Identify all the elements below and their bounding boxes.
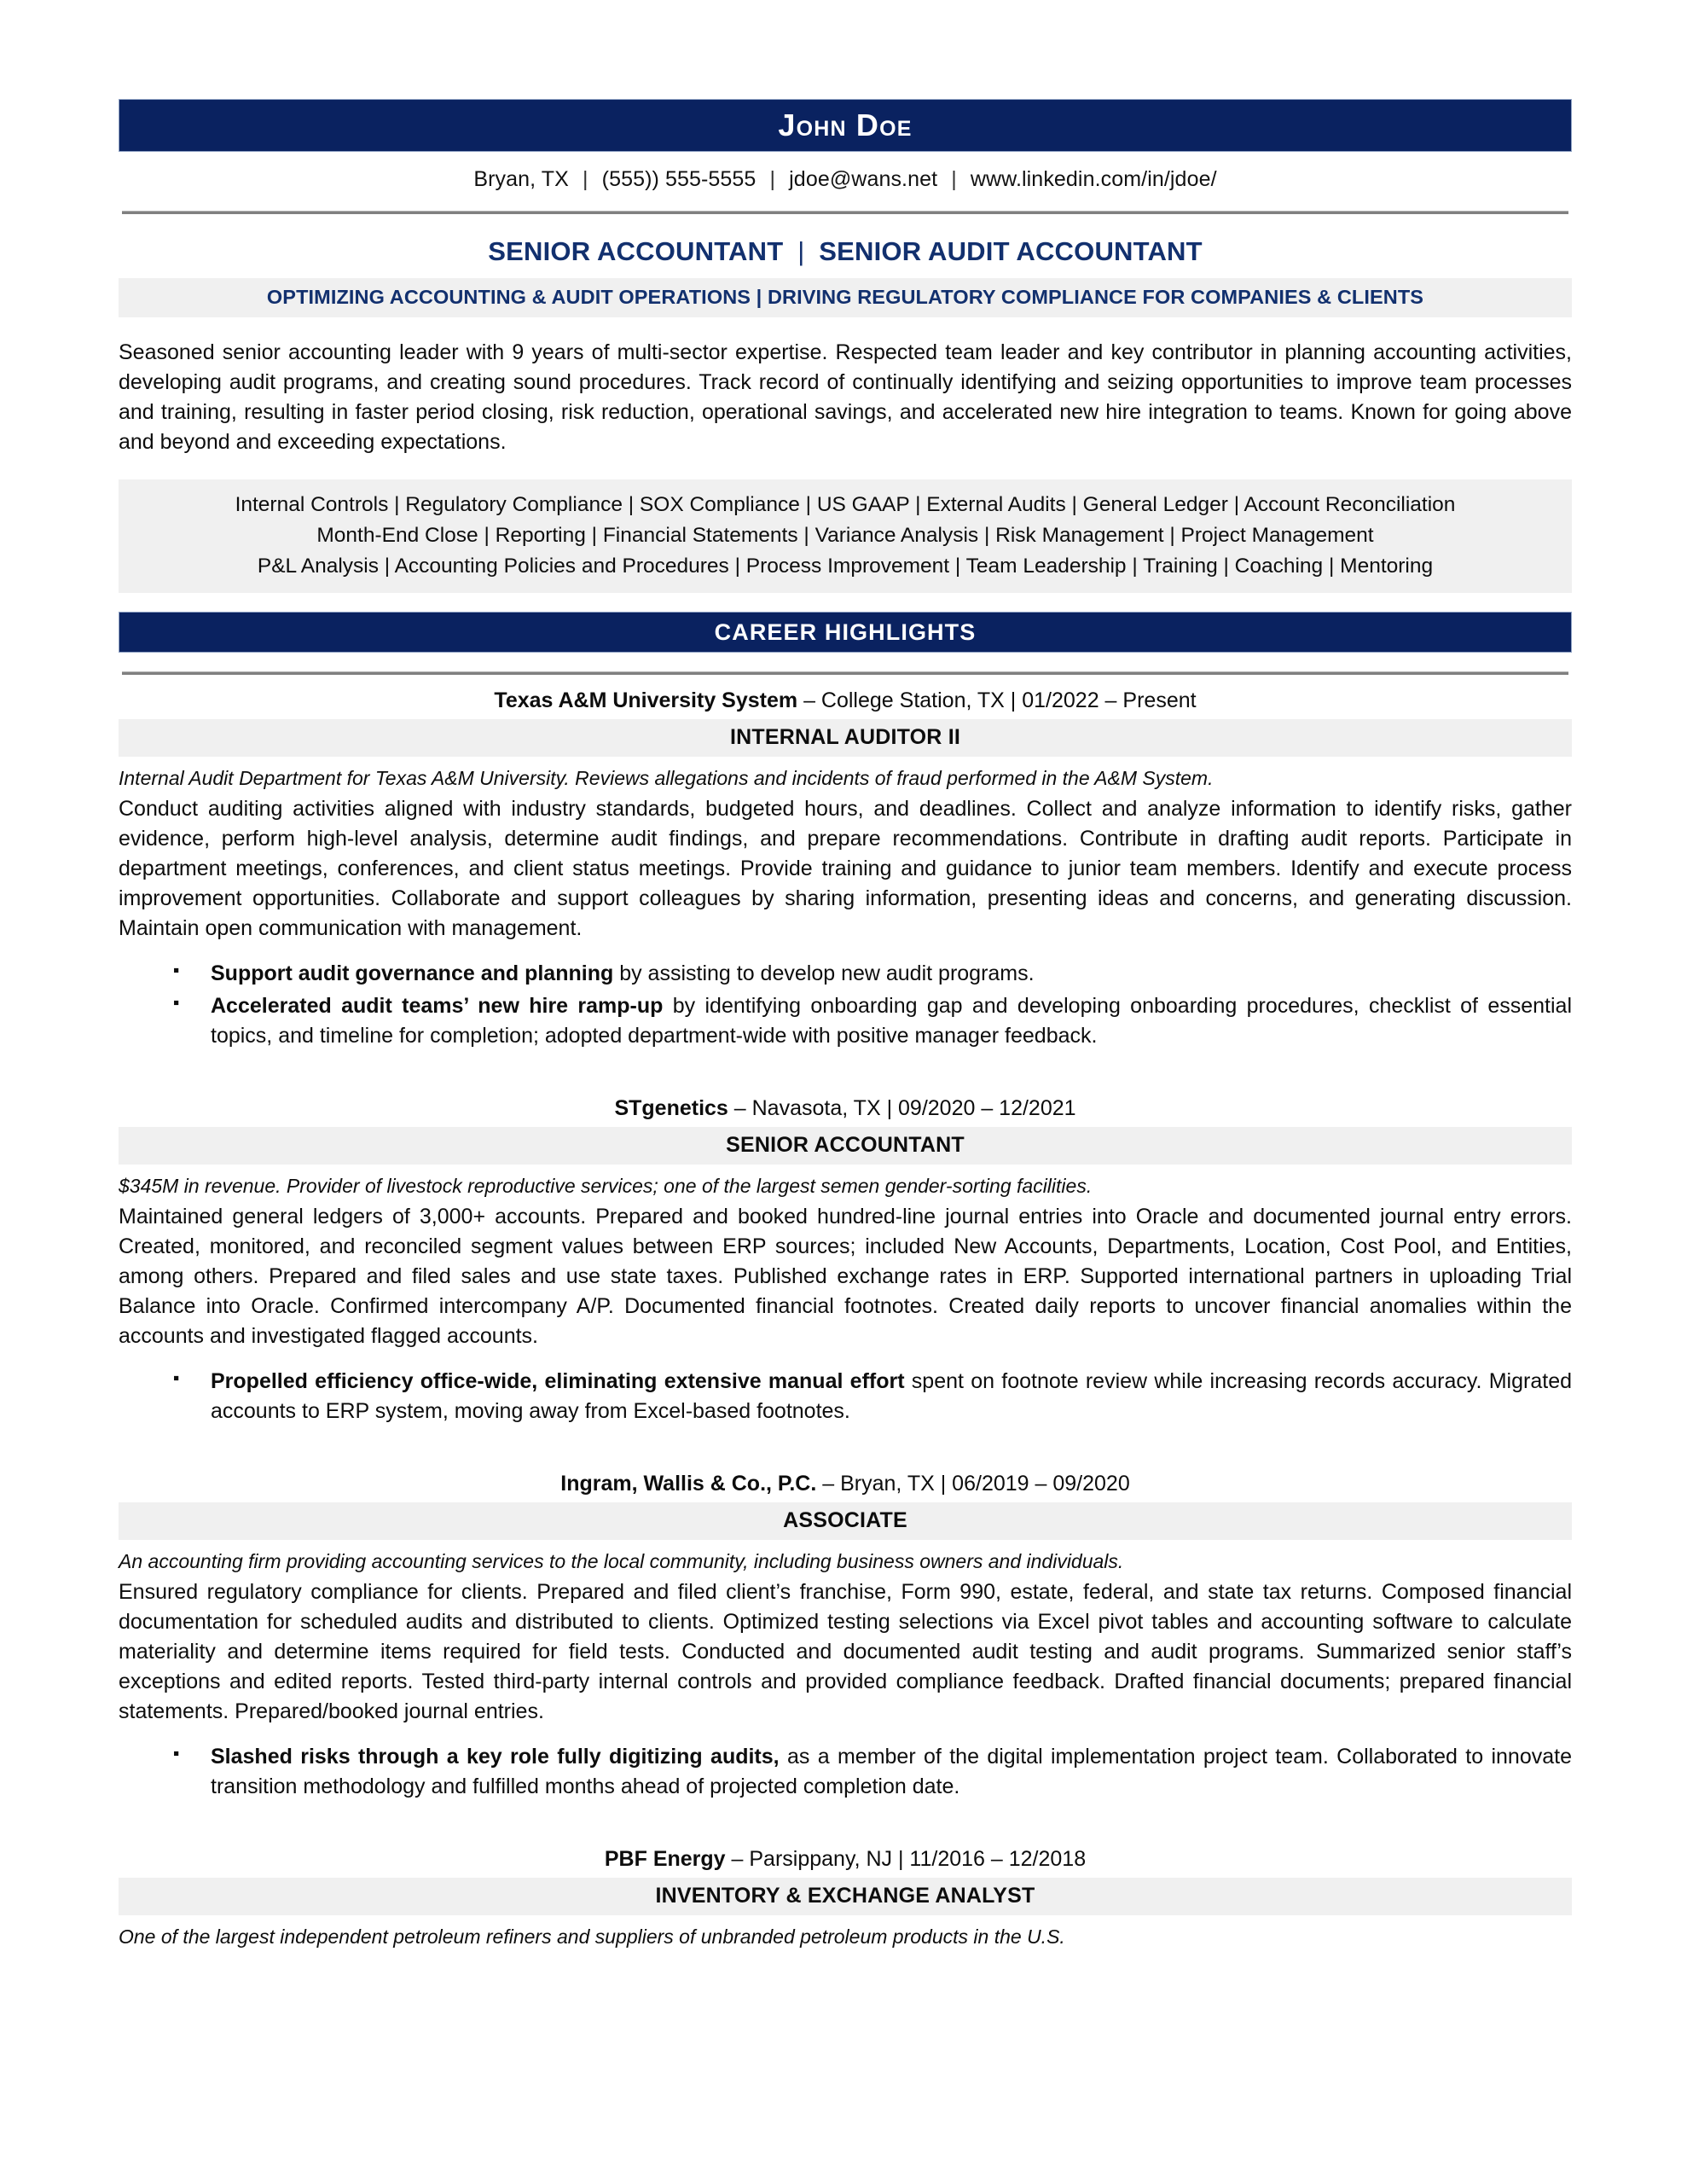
- job-description: Conduct auditing activities aligned with industry standards, budgeted hours, and deadlines. Collect and analyze information to identify risks, gather evidence, perform high-level analysis, determine audit findings, and prepare recommendations. Contribute in drafting audit reports. Participate in department meetings, conferences, and client status meetings. Provide training and guidance to junior team members. Identify and execute process improvement opportunities. Collaborate and support colleagues by sharing information, presenting ideas and concerns, and generating discussion. Maintain open communication with management.: [119, 797, 1572, 941]
- job-meta: – Parsippany, NJ | 11/2016 – 12/2018: [725, 1846, 1087, 1871]
- job-spacer: [119, 1804, 1572, 1833]
- skills-line-2: Month-End Close | Reporting | Financial Statements | Variance Analysis | Risk Management | Project Management: [316, 523, 1374, 547]
- contact-separator-3: |: [951, 167, 957, 191]
- bullet-lead: Slashed risks through a key role fully digitizing audits,: [211, 1744, 780, 1769]
- contact-email[interactable]: jdoe@wans.net: [789, 167, 938, 191]
- job-entry: [119, 1847, 1572, 1950]
- job-description: Ensured regulatory compliance for clients. Prepared and filed client’s franchise, Form 990, estate, federal, and state tax returns. Composed financial documentation for scheduled audits and distributed to clients. Optimized testing selections via Excel pivot tables and accounting software to calculate materiality and determine items required for field tests. Conducted and documented audit testing and audit programs. Summarized senior staff’s exceptions and edited reports. Tested third-party internal controls and provided compliance feedback. Drafted financial documents; prepared financial statements. Prepared/booked journal entries.: [119, 1579, 1572, 1723]
- bullet-rest: as a member of the digital implementation project team. Collaborated to innovate transition methodology and fulfilled months ahead of projected completion date.: [211, 1744, 1572, 1798]
- job-bullet: [173, 1742, 1572, 1802]
- bullet-rest: by assisting to develop new audit programs.: [613, 961, 1035, 986]
- skills-line-3: P&L Analysis | Accounting Policies and Procedures | Process Improvement | Team Leadership | Training | Coaching | Mentoring: [257, 554, 1434, 578]
- job-entry: [119, 688, 1572, 1051]
- target-subtitle-bar: OPTIMIZING ACCOUNTING & AUDIT OPERATIONS | DRIVING REGULATORY COMPLIANCE FOR COMPANIES & CLIENTS: [119, 278, 1572, 317]
- job-header: [119, 688, 1572, 713]
- job-meta: – Bryan, TX | 06/2019 – 09/2020: [816, 1472, 1130, 1496]
- job-company: PBF Energy: [604, 1846, 726, 1871]
- job-bullet: [173, 991, 1572, 1051]
- target-title-left: SENIOR ACCOUNTANT: [488, 236, 784, 266]
- section-banner-career-highlights: [119, 612, 1572, 653]
- career-section-divider-rule: [122, 671, 1568, 675]
- job-title: ASSOCIATE: [119, 1502, 1572, 1540]
- contact-linkedin-url[interactable]: www.linkedin.com/in/jdoe/: [970, 167, 1217, 191]
- job-description: Maintained general ledgers of 3,000+ accounts. Prepared and booked hundred-line journal entries into Oracle and documented journal entry errors. Created, monitored, and reconciled segment values between ERP sources; included New Accounts, Departments, Location, Cost Pool, and Entities, among others. Prepared and filed sales and use state taxes. Published exchange rates in ERP. Supported international partners in uploading Trial Balance into Oracle. Confirmed intercompany A/P. Documented financial footnotes. Created daily reports to uncover financial anomalies within the accounts and investigated flagged accounts.: [119, 1205, 1572, 1349]
- job-company-blurb: One of the largest independent petroleum refiners and suppliers of unbranded petroleum products in the U.S.: [119, 1925, 1065, 1948]
- job-company: STgenetics: [614, 1096, 728, 1121]
- job-company-blurb: Internal Audit Department for Texas A&M University. Reviews allegations and incidents of fraud performed in the A&M System.: [119, 767, 1214, 790]
- contact-line: [119, 167, 1572, 192]
- core-skills-box: [119, 479, 1572, 593]
- job-meta: – College Station, TX | 01/2022 – Present: [797, 688, 1197, 713]
- job-company: Texas A&M University System: [494, 688, 798, 713]
- job-title: INVENTORY & EXCHANGE ANALYST: [119, 1878, 1572, 1915]
- header-divider-rule: [122, 211, 1568, 214]
- job-bullet-list: [119, 959, 1572, 1051]
- bullet-lead: Support audit governance and planning: [211, 961, 614, 986]
- target-title-separator: |: [797, 236, 805, 266]
- job-title: SENIOR ACCOUNTANT: [119, 1127, 1572, 1165]
- job-header: [119, 1472, 1572, 1496]
- contact-separator-1: |: [583, 167, 588, 191]
- job-spacer: [119, 1054, 1572, 1083]
- contact-separator-2: |: [769, 167, 776, 191]
- job-entry: [119, 1472, 1572, 1802]
- bullet-lead: Accelerated audit teams’ new hire ramp-up: [211, 994, 664, 1019]
- bullet-lead: Propelled efficiency office-wide, eliminating extensive manual effort: [211, 1369, 905, 1394]
- job-bullet: [173, 1367, 1572, 1426]
- contact-location: Bryan, TX: [473, 167, 569, 191]
- name-banner: [119, 99, 1572, 152]
- job-entry: [119, 1096, 1572, 1426]
- job-header: [119, 1096, 1572, 1121]
- section-title: CAREER HIGHLIGHTS: [714, 619, 977, 645]
- job-title: INTERNAL AUDITOR II: [119, 719, 1572, 757]
- candidate-name: John Doe: [778, 107, 913, 142]
- job-meta: – Navasota, TX | 09/2020 – 12/2021: [728, 1096, 1076, 1121]
- job-company-blurb: An accounting firm providing accounting services to the local community, including business owners and individuals.: [119, 1550, 1124, 1573]
- job-bullet-list: [119, 1742, 1572, 1802]
- bullet-rest: by identifying onboarding gap and developing onboarding procedures, checklist of essential topics, and timeline for completion; adopted department-wide with positive manager feedback.: [211, 994, 1573, 1048]
- professional-summary: Seasoned senior accounting leader with 9 years of multi-sector expertise. Respected team leader and key contributor in planning accounting activities, developing audit programs, and creating sound procedures. Track record of continually identifying and seizing opportunities to improve team processes and training, resulting in faster period closing, risk reduction, operational savings, and accelerated new hire integration to teams. Known for going above and beyond and exceeding expectations.: [119, 340, 1572, 454]
- job-company: Ingram, Wallis & Co., P.C.: [560, 1472, 817, 1496]
- job-header: [119, 1847, 1572, 1872]
- job-spacer: [119, 1429, 1572, 1458]
- job-bullet-list: [119, 1367, 1572, 1426]
- target-title-right: SENIOR AUDIT ACCOUNTANT: [819, 236, 1203, 266]
- job-bullet: [173, 959, 1572, 989]
- target-title: [119, 236, 1572, 267]
- skills-line-1: Internal Controls | Regulatory Compliance | SOX Compliance | US GAAP | External Audits | General Ledger | Account Reconciliation: [235, 493, 1456, 516]
- job-company-blurb: $345M in revenue. Provider of livestock reproductive services; one of the largest semen gender-sorting facilities.: [119, 1175, 1093, 1198]
- bullet-rest: spent on footnote review while increasing records accuracy. Migrated accounts to ERP system, moving away from Excel-based footnotes.: [211, 1369, 1572, 1424]
- contact-phone: (555)) 555-5555: [601, 167, 757, 191]
